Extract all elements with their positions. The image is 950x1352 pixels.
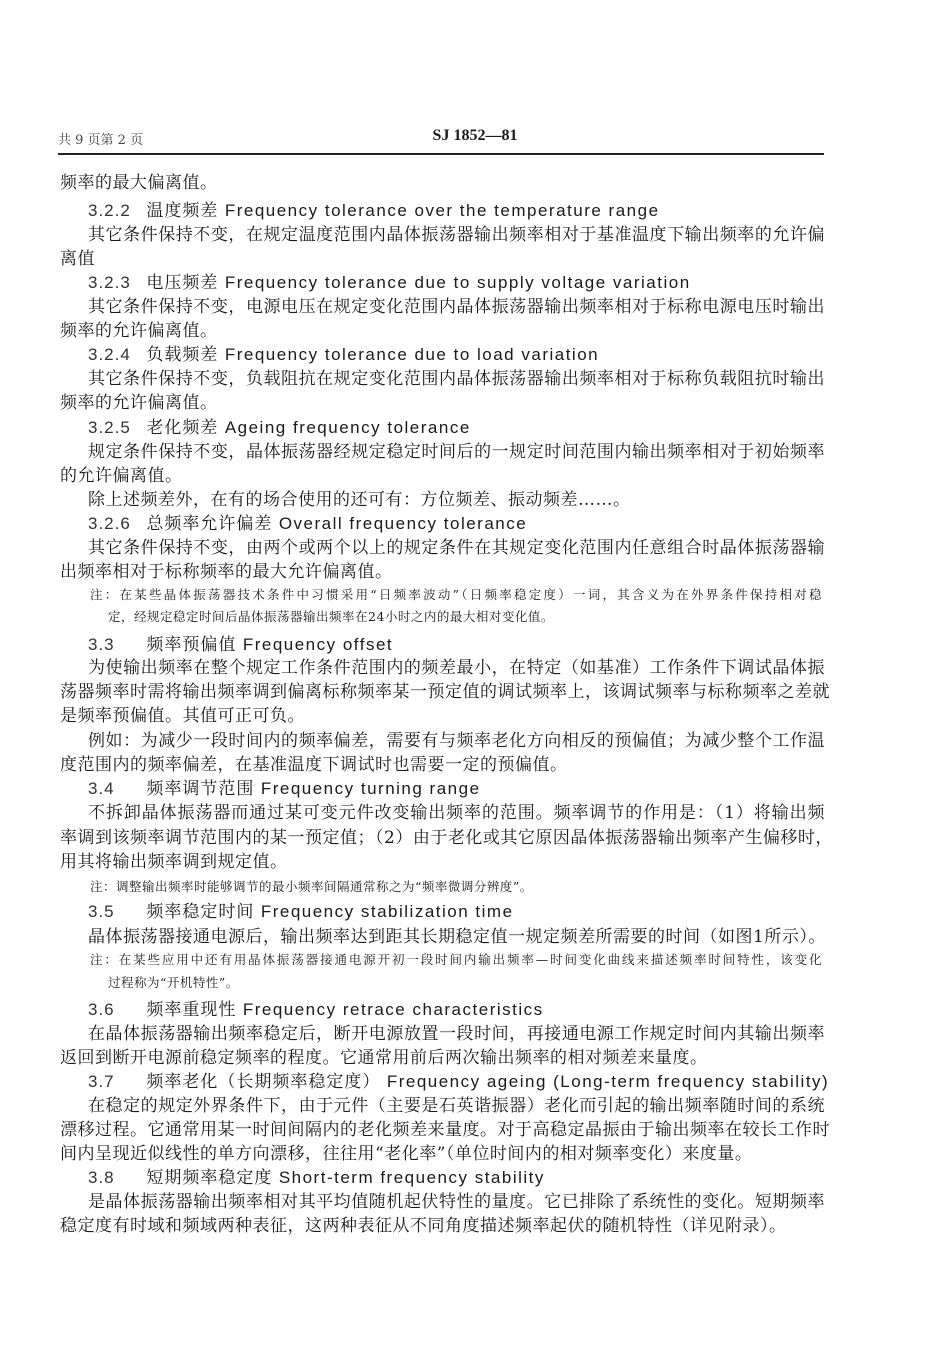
section-heading-3-2-6: [88, 512, 825, 536]
note-line: 注：调整输出频率时能够调节的最小频率间隔通常称之为“频率微调分辨度”。: [90, 879, 533, 894]
paragraph-line: 率调到该频率调节范围内的某一预定值；（2）由于老化或其它原因晶体振荡器输出频率产生偏移时，: [60, 828, 833, 848]
section-number: 3.2.2: [88, 201, 131, 220]
section-number: 3.3: [88, 635, 115, 654]
section-number: 3.2.4: [88, 345, 131, 364]
section-title-zh: 温度频差: [146, 201, 219, 221]
section-number: 3.8: [88, 1168, 115, 1187]
section-number: 3.5: [88, 902, 115, 921]
paragraph-line: 稳定度有时域和频域两种表征，这两种表征从不同角度描述频率起伏的随机特性（详见附录）。: [60, 1216, 787, 1236]
section-title-en: Overall frequency tolerance: [278, 514, 528, 533]
paragraph-line: 荡器频率时需将输出频率调到偏离标称频率某一预定值的调试频率上，该调试频率与标称频率之差就: [60, 682, 830, 702]
section-number: 3.2.5: [88, 418, 131, 437]
section-title-zh: 电压频差: [146, 273, 219, 293]
paragraph-line: 间内呈现近似线性的单方向漂移，往往用“老化率”（单位时间内的相对频率变化）来度量。: [60, 1144, 753, 1164]
section-heading-3-5: [88, 900, 825, 924]
paragraph-line: 在晶体振荡器输出频率稳定后，断开电源放置一段时间，再接通电源工作规定时间内其输出频率: [88, 1024, 825, 1044]
section-title-en: Ageing frequency tolerance: [224, 418, 471, 437]
section-title-zh: 老化频差: [146, 418, 219, 438]
section-title-zh: 频率重现性: [146, 1000, 237, 1020]
paragraph-line: 用其将输出频率调到规定值。: [60, 852, 288, 872]
section-heading-3-2-2: [88, 199, 825, 223]
paragraph-line: 出频率相对于标称频率的最大允许偏离值。: [60, 562, 393, 582]
paragraph-line: 是频率预偏值。其值可正可负。: [60, 706, 305, 726]
note-line: 过程称为“开机特性”。: [108, 975, 239, 990]
paragraph-line: 返回到断开电源前稳定频率的程度。它通常用前后两次输出频率的相对频差来量度。: [60, 1048, 708, 1068]
paragraph-line: 晶体振荡器接通电源后，输出频率达到距其长期稳定值一规定频差所需要的时间（如图1所示）。: [88, 927, 826, 947]
section-title-zh: 频率稳定时间: [146, 902, 255, 922]
page-info: 共 9 页第 2 页: [58, 133, 144, 148]
section-heading-3-2-4: [88, 343, 825, 367]
paragraph-line: 例如：为减少一段时间内的频率偏差，需要有与频率老化方向相反的预偏值；为减少整个工作温: [88, 731, 825, 751]
standard-code: SJ 1852—81: [432, 127, 518, 144]
section-title-en: Frequency retrace characteristics: [242, 1000, 544, 1019]
section-number: 3.7: [88, 1072, 115, 1091]
section-number: 3.6: [88, 1000, 115, 1019]
section-title-en: Frequency turning range: [260, 779, 481, 798]
paragraph-line: 漂移过程。它通常用某一时间间隔内的老化频差来量度。对于高稳定晶振由于输出频率在较长工作时: [60, 1120, 830, 1140]
section-title-zh: 频率老化（长期频率稳定度）: [146, 1072, 381, 1092]
paragraph-line: 度范围内的频率偏差，在基准温度下调试时也需要一定的预偏值。: [60, 755, 568, 775]
section-number: 3.4: [88, 779, 115, 798]
section-title-en: Frequency stabilization time: [260, 902, 514, 921]
section-title-zh: 短期频率稳定度: [146, 1168, 273, 1188]
paragraph-line: 频率的最大偏离值。: [60, 173, 218, 193]
note-line: 注：在某些应用中还有用晶体振荡器接通电源开初一段时间内输出频率—时间变化曲线来描述频率时间特性，该变化: [90, 952, 822, 967]
note-line: 定，经规定稳定时间后晶体振荡器输出频率在24小时之内的最大相对变化值。: [108, 609, 554, 624]
section-title-zh: 总频率允许偏差: [146, 514, 273, 534]
paragraph-line: 规定条件保持不变，晶体振荡器经规定稳定时间后的一规定时间范围内输出频率相对于初始频率: [88, 442, 825, 462]
paragraph-line: 是晶体振荡器输出频率相对其平均值随机起伏特性的量度。它已排除了系统性的变化。短期频率: [88, 1192, 825, 1212]
paragraph-line: 为使输出频率在整个规定工作条件范围内的频差最小，在特定（如基准）工作条件下调试晶体振: [88, 658, 825, 678]
section-heading-3-7: [88, 1070, 830, 1094]
paragraph-line: 其它条件保持不变，在规定温度范围内晶体振荡器输出频率相对于基准温度下输出频率的允许偏: [88, 225, 825, 245]
section-title-en: Frequency ageing (Long-term frequency stability): [386, 1072, 830, 1091]
paragraph-line: 除上述频差外，在有的场合使用的还可有：方位频差、振动频差……。: [88, 490, 631, 510]
section-title-zh: 频率调节范围: [146, 779, 255, 799]
section-heading-3-8: [88, 1166, 825, 1190]
section-number: 3.2.6: [88, 514, 131, 533]
section-number: 3.2.3: [88, 273, 131, 292]
paragraph-line: 频率的允许偏离值。: [60, 393, 218, 413]
section-heading-3-6: [88, 998, 825, 1022]
section-heading-3-4: [88, 777, 825, 801]
section-heading-3-2-5: [88, 416, 825, 440]
paragraph-line: 的允许偏离值。: [60, 466, 183, 486]
section-title-zh: 负载频差: [146, 345, 219, 365]
section-heading-3-2-3: [88, 271, 825, 295]
paragraph-line: 其它条件保持不变，由两个或两个以上的规定条件在其规定变化范围内任意组合时晶体振荡器输: [88, 538, 825, 558]
paragraph-line: 不拆卸晶体振荡器而通过某可变元件改变输出频率的范围。频率调节的作用是：（1）将输出频: [88, 803, 825, 823]
paragraph-line: 其它条件保持不变，负载阻抗在规定变化范围内晶体振荡器输出频率相对于标称负载阻抗时输出: [88, 369, 825, 389]
header-rule: [58, 153, 824, 155]
paragraph-line: 离值: [60, 249, 95, 269]
paragraph-line: 在稳定的规定外界条件下，由于元件（主要是石英谐振器）老化而引起的输出频率随时间的系统: [88, 1096, 825, 1116]
section-title-en: Frequency tolerance over the temperature range: [224, 201, 660, 220]
section-title-en: Short-term frequency stability: [278, 1168, 545, 1187]
section-title-en: Frequency offset: [242, 635, 394, 654]
section-title-zh: 频率预偏值: [146, 635, 237, 655]
paragraph-line: 频率的允许偏离值。: [60, 321, 218, 341]
paragraph-line: 其它条件保持不变，电源电压在规定变化范围内晶体振荡器输出频率相对于标称电源电压时输出: [88, 297, 825, 317]
section-title-en: Frequency tolerance due to load variation: [224, 345, 600, 364]
note-line: 注：在某些晶体振荡器技术条件中习惯采用“日频率波动”（日频率稳定度）一词，其含义为在外界条件保持相对稳: [90, 587, 822, 602]
section-heading-3-3: [88, 633, 825, 657]
section-title-en: Frequency tolerance due to supply voltage variation: [224, 273, 691, 292]
